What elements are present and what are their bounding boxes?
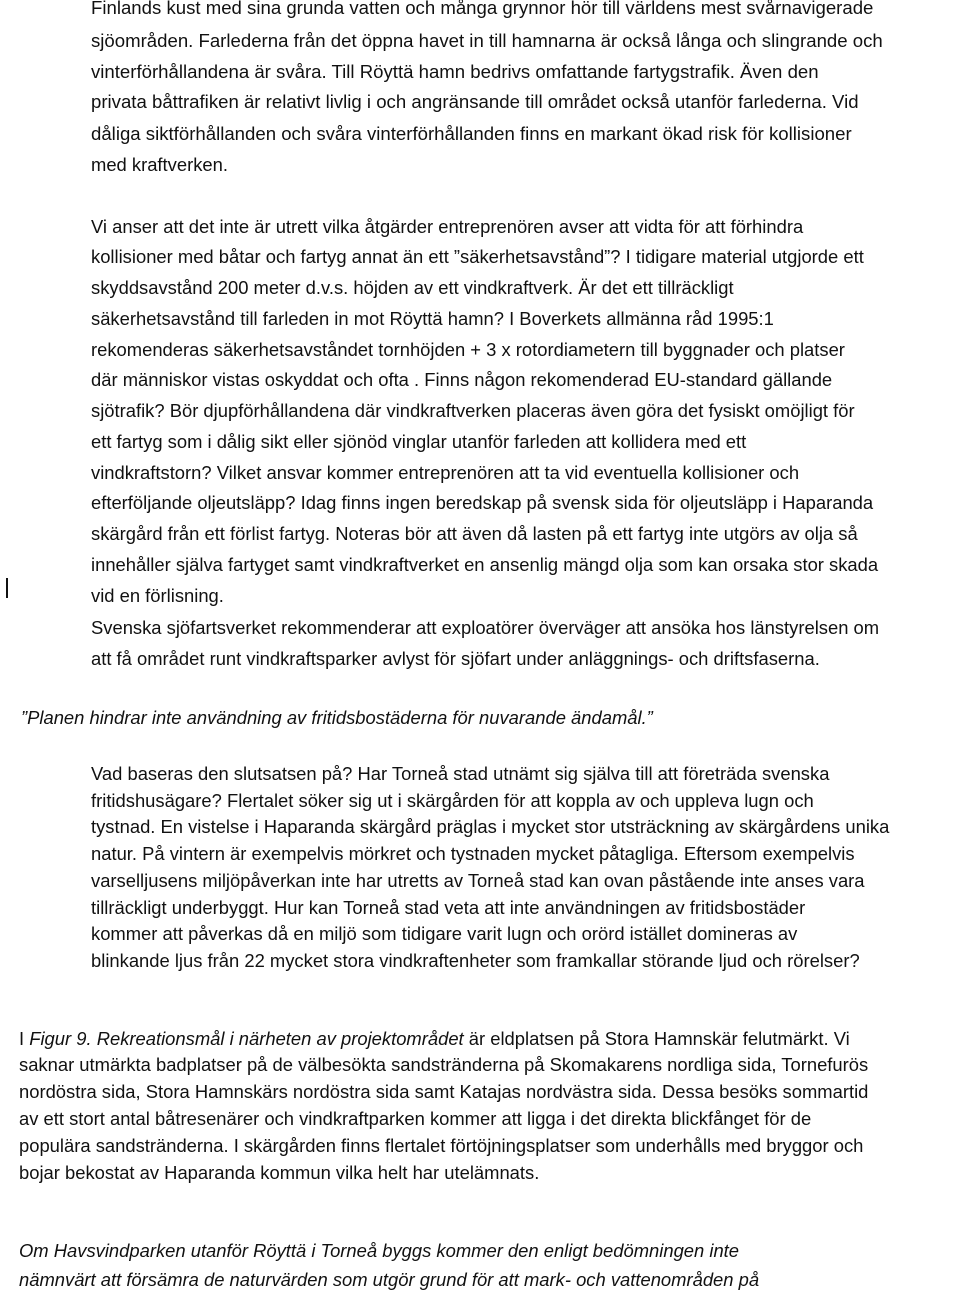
text-line: populära sandstränderna. I skärgården finns flertalet förtöjningsplatser som underhålls med bryggor och xyxy=(19,1135,864,1156)
text-line: nämnvärt att försämra de naturvärden som utgör grund för att mark- och vattenområden på xyxy=(19,1269,760,1290)
text-line: tillräckligt underbyggt. Hur kan Torneå stad veta att inte användningen av fritidsbostäder xyxy=(91,897,806,918)
text-line: Om Havsvindparken utanför Röyttä i Torneå byggs kommer den enligt bedömningen inte xyxy=(19,1240,740,1261)
text-line: att få området runt vindkraftsparker avlyst för sjöfart under anläggnings- och driftsfaserna. xyxy=(91,648,820,669)
text-line: kollisioner med båtar och fartyg annat än ett ”säkerhetsavstånd”? I tidigare material utgjorde ett xyxy=(91,246,864,267)
text-line: skärgård från ett förlist fartyg. Noteras bör att även då lasten på ett fartyg inte utgörs av olja så xyxy=(91,523,858,544)
quoted-statement: ”Planen hindrar inte användning av fritidsbostäderna för nuvarande ändamål.” xyxy=(21,707,653,728)
text-line xyxy=(19,1028,850,1050)
text-line: säkerhetsavstånd till farleden in mot Röyttä hamn? I Boverkets allmänna råd 1995:1 xyxy=(91,308,774,329)
text-line: dåliga siktförhållanden och svåra vinterförhållanden finns en markant ökad risk för kollisioner xyxy=(91,123,852,144)
text-line: Vad baseras den slutsatsen på? Har Torneå stad utnämt sig själva till att företräda svenska xyxy=(91,763,830,784)
text-line: sjöområden. Farlederna från det öppna havet in till hamnarna är också långa och slingrande och xyxy=(91,30,883,51)
text-line: innehåller själva fartyget samt vindkraftverket en ansenlig mängd olja som kan orsaka stor skada xyxy=(91,554,879,575)
text-line: sjötrafik? Bör djupförhållandena där vindkraftverken placeras även göra det fysiskt omöjligt för xyxy=(91,400,855,421)
text-line: med kraftverken. xyxy=(91,154,228,175)
text-line: Finlands kust med sina grunda vatten och många grynnor hör till världens mest svårnavigerade xyxy=(91,0,874,18)
figure-reference: Figur 9. Rekreationsmål i närheten av projektområdet xyxy=(29,1028,464,1049)
text-line: privata båttrafiken är relativt livlig i och angränsande till området också utanför farlederna. Vid xyxy=(91,91,859,112)
text-line: Svenska sjöfartsverket rekommenderar att exploatörer överväger att ansöka hos länstyrelsen om xyxy=(91,617,880,638)
text-line: vid en förlisning. xyxy=(91,585,224,606)
text-line: ett fartyg som i dålig sikt eller sjönöd vinglar utanför farleden att kollidera med ett xyxy=(91,431,747,452)
text-line: tystnad. En vistelse i Haparanda skärgård präglas i mycket stor utsträckning av skärgårdens unika xyxy=(91,816,890,837)
text-line: vinterförhållandena är svåra. Till Röyttä hamn bedrivs omfattande fartygstrafik. Även den xyxy=(91,61,819,82)
text-line: rekomenderas säkerhetsavståndet tornhöjden + 3 x rotordiametern till byggnader och platser xyxy=(91,339,845,360)
text-line: skyddsavstånd 200 meter d.v.s. höjden av ett vindkraftverk. Är det ett tillräckligt xyxy=(91,277,734,298)
text-line: bojar bekostat av Haparanda kommun vilka helt har utelämnats. xyxy=(19,1162,540,1183)
text-line: natur. På vintern är exempelvis mörkret och tystnaden mycket påtagliga. Eftersom exempelvis xyxy=(91,843,855,864)
text-span: är eldplatsen på Stora Hamnskär felutmärkt. Vi xyxy=(463,1028,850,1049)
change-bar xyxy=(6,578,8,598)
text-line: Vi anser att det inte är utrett vilka åtgärder entreprenören avser att vidta för att förhindra xyxy=(91,216,804,237)
text-line: vindkraftstorn? Vilket ansvar kommer entreprenören att ta vid eventuella kollisioner och xyxy=(91,462,800,483)
text-line: saknar utmärkta badplatser på de välbesökta sandstränderna på Skomakarens nordliga sida, Tornefurös xyxy=(19,1054,869,1075)
text-line: efterföljande oljeutsläpp? Idag finns ingen beredskap på svensk sida för oljeutsläpp i Haparanda xyxy=(91,492,874,513)
text-line: där människor vistas oskyddat och ofta . Finns någon rekomenderad EU-standard gällande xyxy=(91,369,833,390)
text-line: fritidshusägare? Flertalet söker sig ut i skärgården för att koppla av och uppleva lugn och xyxy=(91,790,814,811)
text-line: varselljusens miljöpåverkan inte har utretts av Torneå stad kan ovan påstående inte anses vara xyxy=(91,870,865,891)
text-span: I xyxy=(19,1028,30,1049)
text-line: blinkande ljus från 22 mycket stora vindkraftenheter som framkallar störande ljud och rörelser? xyxy=(91,950,860,971)
text-line: nordöstra sida, Stora Hamnskärs nordöstra sida samt Katajas nordvästra sida. Dessa besöks sommartid xyxy=(19,1081,869,1102)
text-line: kommer att påverkas då en miljö som tidigare varit lugn och orörd istället domineras av xyxy=(91,923,798,944)
text-line: av ett stort antal båtresenärer och vindkraftparken kommer att ligga i det direkta blickfånget för de xyxy=(19,1108,812,1129)
